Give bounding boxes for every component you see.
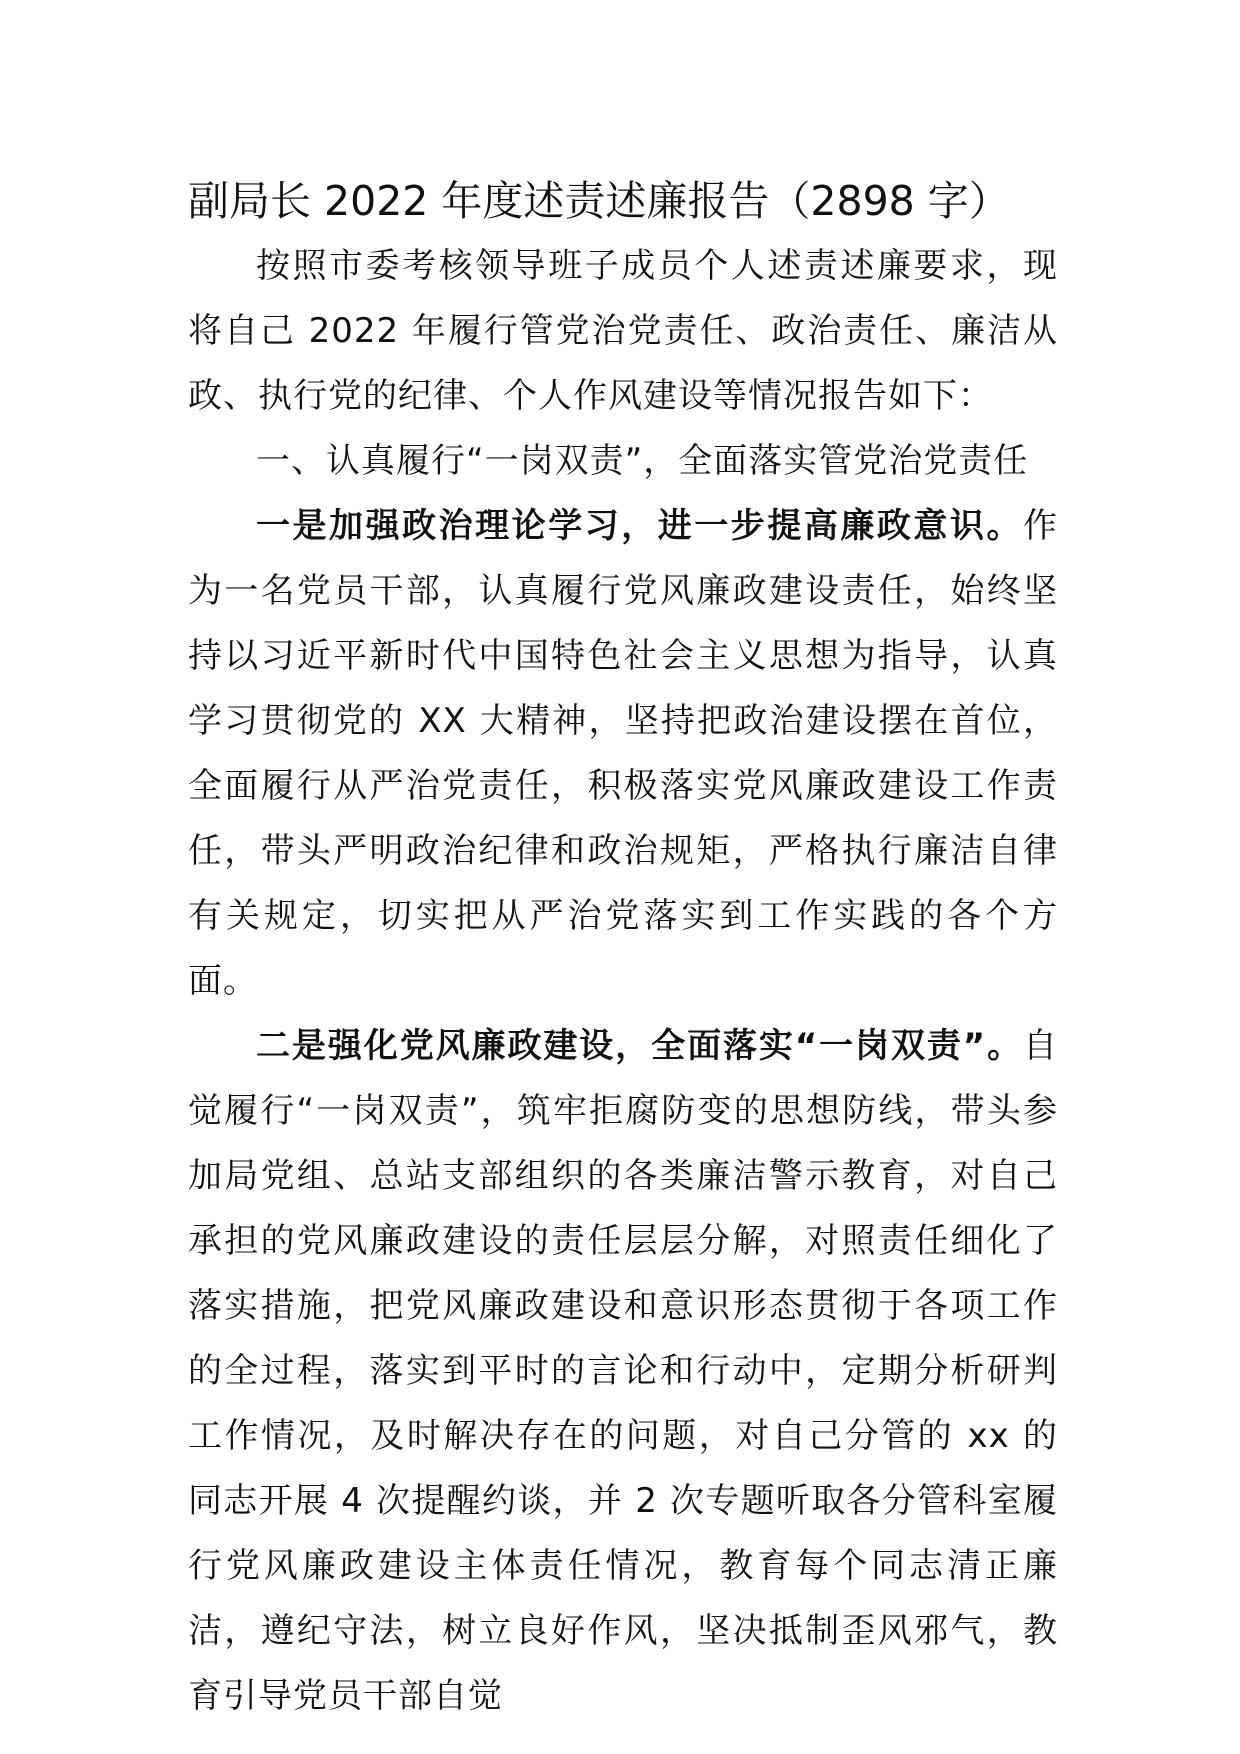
- item-paragraph-1: [188, 494, 1058, 1014]
- item-lead-1: 一是加强政治理论学习，进一步提高廉政意识。: [256, 506, 1023, 546]
- item-body-1: 作为一名党员干部，认真履行党风廉政建设责任，始终坚持以习近平新时代中国特色社会主义思想为指导，认真学习贯彻党的 XX 大精神，坚持把政治建设摆在首位，全面履行从严治党责任，积极落实党风廉政建设工作责任，带头严明政治纪律和政治规矩，严格执行廉洁自律有关规定，切实把从严治党落实到工作实践的各个方面。: [188, 506, 1058, 1001]
- intro-paragraph: 按照市委考核领导班子成员个人述责述廉要求，现将自己 2022 年履行管党治党责任、政治责任、廉洁从政、执行党的纪律、个人作风建设等情况报告如下：: [188, 246, 1058, 416]
- item-paragraph-2: [188, 1014, 1058, 1729]
- document-page: [188, 168, 1058, 1729]
- section-heading: 一、认真履行“一岗双责”，全面落实管党治党责任: [256, 441, 1029, 481]
- item-body-2: 自觉履行“一岗双责”，筑牢拒腐防变的思想防线，带头参加局党组、总站支部组织的各类廉洁警示教育，对自己承担的党风廉政建设的责任层层分解，对照责任细化了落实措施，把党风廉政建设和意识形态贯彻于各项工作的全过程，落实到平时的言论和行动中，定期分析研判工作情况，及时解决存在的问题，对自己分管的 xx 的同志开展 4 次提醒约谈，并 2 次专题听取各分管科室履行党风廉政建设主体责任情况，教育每个同志清正廉洁，遵纪守法，树立良好作风，坚决抵制歪风邪气，教育引导党员干部自觉: [188, 1026, 1058, 1716]
- document-title: 副局长 2022 年度述责述廉报告（2898 字）: [188, 177, 1010, 225]
- item-lead-2: 二是强化党风廉政建设，全面落实“一岗双责”。: [256, 1026, 1023, 1066]
